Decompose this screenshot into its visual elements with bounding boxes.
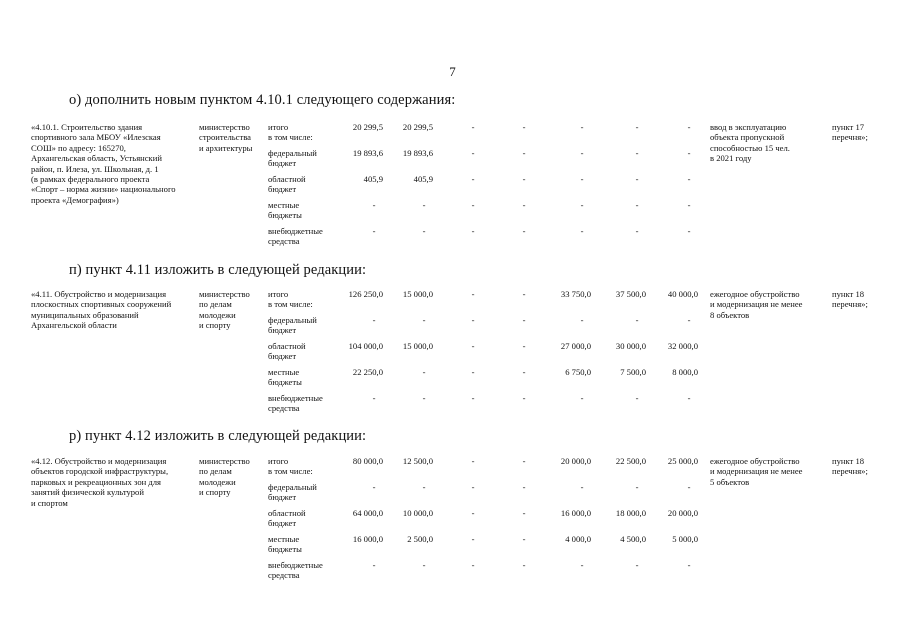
funding-value-cell: - (422, 393, 426, 403)
funding-value-cell: - (635, 315, 639, 325)
funding-value-cell: - (422, 560, 426, 570)
funding-source-label: областной бюджет (268, 508, 306, 529)
funding-value-cell: - (635, 148, 639, 158)
funding-value-cell: - (471, 174, 475, 184)
funding-value-cell: - (687, 174, 691, 184)
funding-value-cell: - (471, 315, 475, 325)
funding-value-cell: - (522, 200, 526, 210)
funding-value-cell: - (471, 122, 475, 132)
funding-value-cell: - (471, 456, 475, 466)
funding-value-cell: - (522, 393, 526, 403)
measure-name: «4.12. Обустройство и модернизация объектов городской инфраструктуры, парковых и рекреационных зон для занятий физической культурой и спортом (31, 456, 169, 508)
funding-value-cell: - (471, 393, 475, 403)
funding-value-cell: - (372, 315, 376, 325)
funding-value-cell: 19 893,6 (352, 148, 383, 158)
funding-value-cell: 16 000,0 (560, 508, 591, 518)
funding-value-cell: 104 000,0 (348, 341, 383, 351)
funding-value-cell: 20 299,5 (402, 122, 433, 132)
funding-value-cell: - (372, 560, 376, 570)
funding-value-cell: - (471, 226, 475, 236)
funding-value-cell: 40 000,0 (667, 289, 698, 299)
funding-value-cell: 22 500,0 (615, 456, 646, 466)
funding-value-cell: 16 000,0 (352, 534, 383, 544)
measure-result: ввод в эксплуатацию объекта пропускной способностью 15 чел. в 2021 году (710, 122, 790, 164)
funding-value-cell: - (522, 174, 526, 184)
measure-executor: министерство по делам молодежи и спорту (199, 456, 250, 498)
funding-source-label: местные бюджеты (268, 200, 302, 221)
funding-value-cell: 5 000,0 (672, 534, 698, 544)
funding-source-label: внебюджетные средства (268, 226, 323, 247)
funding-value-cell: - (522, 367, 526, 377)
funding-value-cell: 20 000,0 (667, 508, 698, 518)
funding-value-cell: 12 500,0 (402, 456, 433, 466)
page-number: 7 (449, 64, 456, 79)
funding-value-cell: - (522, 456, 526, 466)
funding-value-cell: - (471, 508, 475, 518)
funding-value-cell: - (471, 534, 475, 544)
funding-source-label: внебюджетные средства (268, 560, 323, 581)
funding-value-cell: - (635, 482, 639, 492)
funding-value-cell: 6 750,0 (565, 367, 591, 377)
measure-executor: министерство по делам молодежи и спорту (199, 289, 250, 331)
funding-value-cell: 80 000,0 (352, 456, 383, 466)
funding-value-cell: 10 000,0 (402, 508, 433, 518)
funding-value-cell: - (372, 482, 376, 492)
funding-value-cell: - (687, 226, 691, 236)
funding-value-cell: - (522, 226, 526, 236)
funding-value-cell: 22 250,0 (352, 367, 383, 377)
funding-value-cell: - (471, 341, 475, 351)
funding-value-cell: - (522, 341, 526, 351)
funding-value-cell: - (522, 122, 526, 132)
funding-source-label: федеральный бюджет (268, 315, 317, 336)
funding-value-cell: - (687, 122, 691, 132)
funding-value-cell: - (522, 560, 526, 570)
funding-value-cell: 15 000,0 (402, 289, 433, 299)
funding-value-cell: - (635, 226, 639, 236)
funding-value-cell: 20 000,0 (560, 456, 591, 466)
funding-value-cell: - (471, 200, 475, 210)
funding-value-cell: - (580, 148, 584, 158)
funding-source-label: областной бюджет (268, 341, 306, 362)
funding-value-cell: - (372, 200, 376, 210)
funding-value-cell: - (580, 226, 584, 236)
funding-value-cell: - (687, 482, 691, 492)
funding-value-cell: - (635, 393, 639, 403)
measure-name: «4.11. Обустройство и модернизация плоскостных спортивных сооружений муниципальных образований Архангельской области (31, 289, 172, 331)
funding-value-cell: - (422, 367, 426, 377)
funding-value-cell: 2 500,0 (407, 534, 433, 544)
section-heading: о) дополнить новым пунктом 4.10.1 следующего содержания: (69, 92, 456, 108)
funding-value-cell: - (687, 315, 691, 325)
funding-value-cell: - (422, 226, 426, 236)
funding-value-cell: 25 000,0 (667, 456, 698, 466)
funding-value-cell: 15 000,0 (402, 341, 433, 351)
funding-source-label: местные бюджеты (268, 534, 302, 555)
measure-reference: пункт 18 перечня»; (832, 456, 868, 477)
funding-value-cell: - (687, 560, 691, 570)
funding-source-label: внебюджетные средства (268, 393, 323, 414)
measure-result: ежегодное обустройство и модернизация не менее 8 объектов (710, 289, 803, 320)
funding-value-cell: - (372, 226, 376, 236)
funding-value-cell: - (580, 482, 584, 492)
funding-value-cell: 37 500,0 (615, 289, 646, 299)
funding-value-cell: 33 750,0 (560, 289, 591, 299)
funding-source-label: федеральный бюджет (268, 148, 317, 169)
funding-value-cell: - (522, 508, 526, 518)
funding-value-cell: - (522, 315, 526, 325)
funding-value-cell: 27 000,0 (560, 341, 591, 351)
funding-value-cell: - (522, 289, 526, 299)
measure-executor: министерство строительства и архитектуры (199, 122, 253, 153)
funding-value-cell: - (471, 482, 475, 492)
funding-value-cell: - (580, 315, 584, 325)
measure-name: «4.10.1. Строительство здания спортивного зала МБОУ «Илезская СОШ» по адресу: 165270, Архангельская область, Устьянский район, п. Илеза, ул. Школьная, д. 1 (в рамках федерального проекта «Спорт – норма жизни» национального проекта «Демография») (31, 122, 176, 205)
funding-value-cell: - (635, 122, 639, 132)
funding-value-cell: 405,9 (363, 174, 383, 184)
funding-value-cell: - (687, 200, 691, 210)
funding-value-cell: - (422, 482, 426, 492)
funding-value-cell: 19 893,6 (402, 148, 433, 158)
funding-value-cell: - (580, 122, 584, 132)
funding-value-cell: 405,9 (413, 174, 433, 184)
funding-value-cell: 20 299,5 (352, 122, 383, 132)
funding-value-cell: 126 250,0 (348, 289, 383, 299)
funding-value-cell: 8 000,0 (672, 367, 698, 377)
funding-value-cell: - (580, 393, 584, 403)
funding-source-label: итого в том числе: (268, 456, 313, 477)
funding-source-label: местные бюджеты (268, 367, 302, 388)
funding-value-cell: - (422, 200, 426, 210)
funding-value-cell: - (471, 148, 475, 158)
funding-value-cell: - (635, 560, 639, 570)
funding-value-cell: - (471, 289, 475, 299)
funding-value-cell: - (580, 174, 584, 184)
measure-reference: пункт 17 перечня»; (832, 122, 868, 143)
funding-source-label: итого в том числе: (268, 289, 313, 310)
funding-value-cell: 30 000,0 (615, 341, 646, 351)
funding-value-cell: - (471, 367, 475, 377)
measure-result: ежегодное обустройство и модернизация не менее 5 объектов (710, 456, 803, 487)
funding-source-label: федеральный бюджет (268, 482, 317, 503)
funding-value-cell: - (687, 393, 691, 403)
funding-value-cell: 4 500,0 (620, 534, 646, 544)
section-heading: р) пункт 4.12 изложить в следующей редакции: (69, 428, 367, 444)
funding-value-cell: 64 000,0 (352, 508, 383, 518)
funding-value-cell: 4 000,0 (565, 534, 591, 544)
funding-value-cell: 32 000,0 (667, 341, 698, 351)
funding-value-cell: 18 000,0 (615, 508, 646, 518)
funding-value-cell: - (522, 482, 526, 492)
funding-source-label: областной бюджет (268, 174, 306, 195)
funding-value-cell: - (422, 315, 426, 325)
funding-value-cell: - (372, 393, 376, 403)
funding-value-cell: 7 500,0 (620, 367, 646, 377)
funding-value-cell: - (522, 534, 526, 544)
funding-value-cell: - (635, 200, 639, 210)
measure-reference: пункт 18 перечня»; (832, 289, 868, 310)
funding-value-cell: - (687, 148, 691, 158)
funding-value-cell: - (471, 560, 475, 570)
funding-value-cell: - (635, 174, 639, 184)
funding-source-label: итого в том числе: (268, 122, 313, 143)
funding-value-cell: - (522, 148, 526, 158)
section-heading: п) пункт 4.11 изложить в следующей редакции: (69, 262, 367, 278)
funding-value-cell: - (580, 560, 584, 570)
funding-value-cell: - (580, 200, 584, 210)
